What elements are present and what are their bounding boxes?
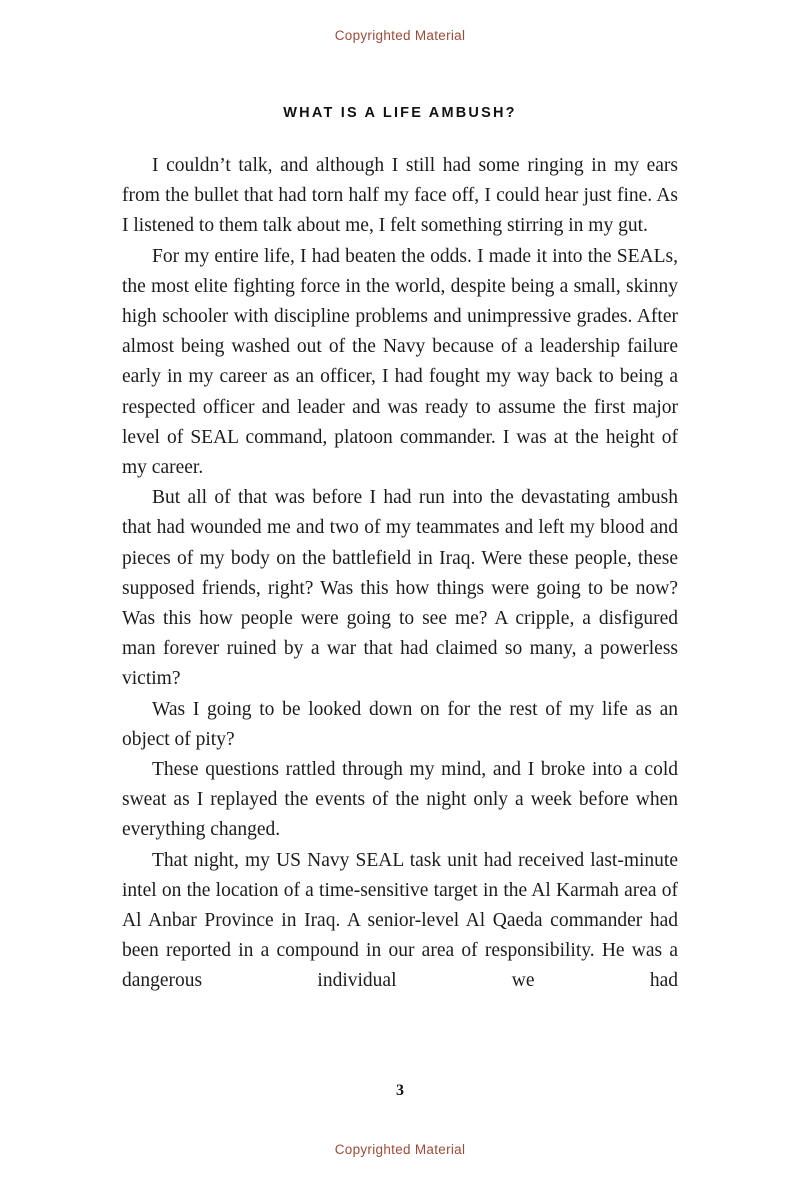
body-paragraph: That night, my US Navy SEAL task unit had received last-minute intel on the location of a time-sensitive target in the Al Karmah area of Al Anbar Province in Iraq. A senior-level Al Qaeda commander had been reported in a compound in our area of responsibility. He was a dangerous individual we had — [122, 849, 678, 992]
body-paragraph: Was I going to be looked down on for the rest of my life as an object of pity? — [122, 698, 678, 750]
copyright-notice-bottom: Copyrighted Material — [334, 1142, 466, 1157]
body-paragraph: But all of that was before I had run into the devastating ambush that had wounded me and two of my teammates and left my blood and pieces of my body on the battlefield in Iraq. Were these people, these supposed friends, right? Was this how things were going to be now? Was this how people were going to see me? A cripple, a disfigured man forever ruined by a war that had claimed so many, a powerless victim? — [122, 487, 678, 690]
body-paragraph: For my entire life, I had beaten the odds. I made it into the SEALs, the most elite fighting force in the world, despite being a small, skinny high schooler with discipline problems and unimpressive grades. After almost being washed out of the Navy because of a leadership failure early in my career as an officer, I had fought my way back to being a respected officer and leader and was ready to assume the first major level of SEAL command, platoon commander. I was at the height of my career. — [122, 245, 678, 479]
chapter-running-header: WHAT IS A LIFE AMBUSH? — [283, 105, 517, 121]
copyright-notice-top: Copyrighted Material — [334, 28, 466, 43]
body-paragraph: I couldn’t talk, and although I still had some ringing in my ears from the bullet that had torn half my face off, I could hear just fine. As I listened to them talk about me, I felt something stirring in my gut. — [122, 155, 678, 237]
body-paragraph: These questions rattled through my mind, and I broke into a cold sweat as I replayed the events of the night only a week before when everything changed. — [122, 759, 678, 841]
page-number: 3 — [396, 1082, 404, 1099]
body-text-block — [122, 151, 678, 997]
